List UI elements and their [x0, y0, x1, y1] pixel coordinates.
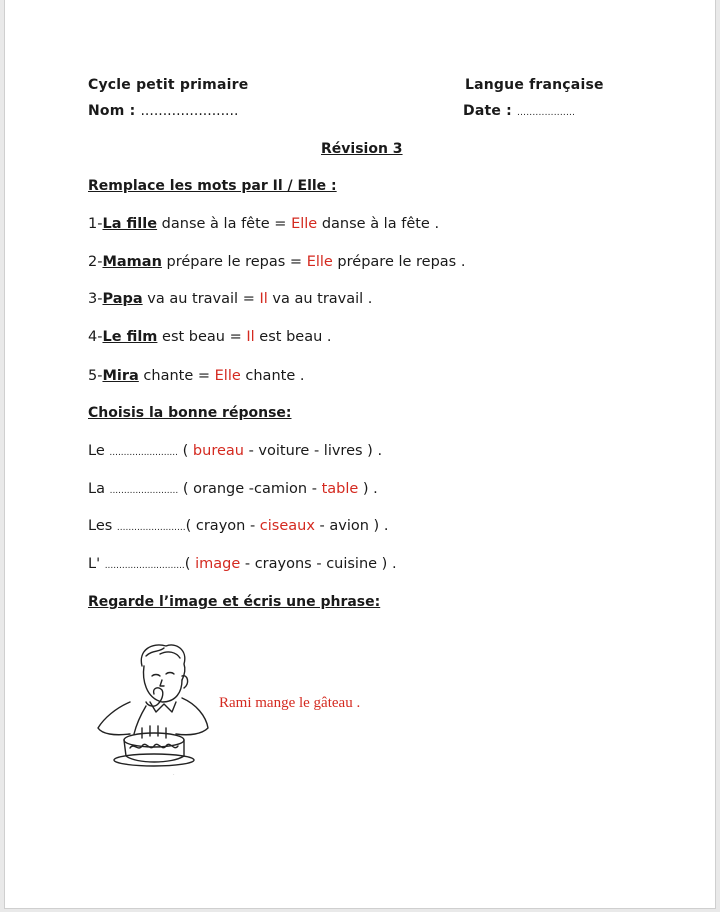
- line-number: 3-: [88, 291, 103, 307]
- line-text: chante .: [240, 368, 305, 384]
- line-pronoun-answer: Elle: [214, 368, 241, 384]
- section2-heading: Choisis la bonne réponse:: [88, 405, 292, 421]
- exercise1-line: [88, 329, 332, 345]
- blank-dots: ........................: [109, 448, 179, 458]
- line-number: 5-: [88, 368, 103, 384]
- line-text: prépare le repas =: [161, 254, 307, 270]
- paren: ) .: [358, 481, 378, 497]
- worksheet-page: [4, 0, 716, 909]
- paren: ) .: [377, 556, 397, 572]
- line-subject: Maman: [102, 254, 162, 270]
- line-text: chante =: [138, 368, 215, 384]
- exercise1-line: [88, 254, 465, 270]
- line-subject: Le film: [102, 329, 158, 345]
- exercise1-line: [88, 368, 304, 384]
- line-number: 1-: [88, 216, 103, 232]
- line-pronoun-answer: Il: [246, 329, 255, 345]
- choice-option: image: [195, 556, 241, 572]
- blank-dots: ........................: [109, 486, 179, 496]
- blank-dots: ........................: [116, 523, 186, 533]
- page-title: Révision 3: [321, 141, 403, 157]
- paren: (: [184, 556, 196, 572]
- exercise1-line: [88, 216, 439, 232]
- choice-option: livres: [323, 443, 363, 459]
- image-watermark: ·: [173, 772, 175, 778]
- cycle-label: Cycle petit primaire: [88, 77, 249, 93]
- name-label: Nom :: [88, 103, 136, 119]
- separator: -: [307, 481, 322, 497]
- line-text: danse à la fête =: [157, 216, 292, 232]
- choice-option: ciseaux: [259, 518, 315, 534]
- line-subject: Papa: [102, 291, 143, 307]
- separator: -: [244, 481, 255, 497]
- choice-line: [88, 481, 378, 497]
- article: Les: [88, 518, 117, 534]
- line-pronoun-answer: Elle: [306, 254, 333, 270]
- paren: (: [178, 443, 193, 459]
- line-subject: La fille: [102, 216, 158, 232]
- paren: (: [178, 481, 194, 497]
- choice-option: voiture: [258, 443, 310, 459]
- line-pronoun-answer: Il: [259, 291, 268, 307]
- article: Le: [88, 443, 110, 459]
- choice-option: cuisine: [326, 556, 378, 572]
- separator: -: [314, 518, 330, 534]
- separator: -: [311, 556, 327, 572]
- name-dots: ......................: [140, 103, 239, 119]
- choice-line: [88, 443, 382, 459]
- article: L': [88, 556, 105, 572]
- choice-option: bureau: [192, 443, 244, 459]
- date-label: Date :: [463, 103, 512, 119]
- exercise1-line: [88, 291, 372, 307]
- paren: ) .: [362, 443, 383, 459]
- separator: -: [243, 443, 259, 459]
- line-text: est beau =: [157, 329, 247, 345]
- separator: -: [245, 518, 260, 534]
- date-field: [463, 103, 575, 119]
- choice-line: [88, 556, 397, 572]
- answer-sentence: Rami mange le gâteau .: [219, 695, 361, 711]
- choice-line: [88, 518, 388, 534]
- blank-dots: ............................: [104, 561, 185, 571]
- line-text: danse à la fête .: [317, 216, 440, 232]
- paren: ) .: [368, 518, 389, 534]
- date-dots: ...................: [517, 108, 576, 118]
- line-subject: Mira: [102, 368, 139, 384]
- separator: -: [309, 443, 324, 459]
- separator: -: [240, 556, 255, 572]
- section1-heading: Remplace les mots par Il / Elle :: [88, 178, 337, 194]
- choice-option: table: [321, 481, 359, 497]
- article: La: [88, 481, 110, 497]
- choice-option: crayon: [195, 518, 246, 534]
- line-text: prépare le repas .: [332, 254, 466, 270]
- choice-option: crayons: [254, 556, 312, 572]
- section3-heading: Regarde l’image et écris une phrase:: [88, 594, 381, 610]
- line-pronoun-answer: Elle: [291, 216, 318, 232]
- choice-option: camion: [254, 481, 308, 497]
- boy-eating-cake-illustration: [90, 636, 214, 786]
- choice-option: avion: [329, 518, 369, 534]
- line-number: 4-: [88, 329, 103, 345]
- paren: (: [185, 518, 196, 534]
- name-field: [88, 103, 238, 119]
- subject-label: Langue française: [465, 77, 604, 93]
- line-text: est beau .: [254, 329, 332, 345]
- choice-option: orange: [193, 481, 245, 497]
- line-number: 2-: [88, 254, 103, 270]
- line-text: va au travail .: [267, 291, 373, 307]
- line-text: va au travail =: [142, 291, 260, 307]
